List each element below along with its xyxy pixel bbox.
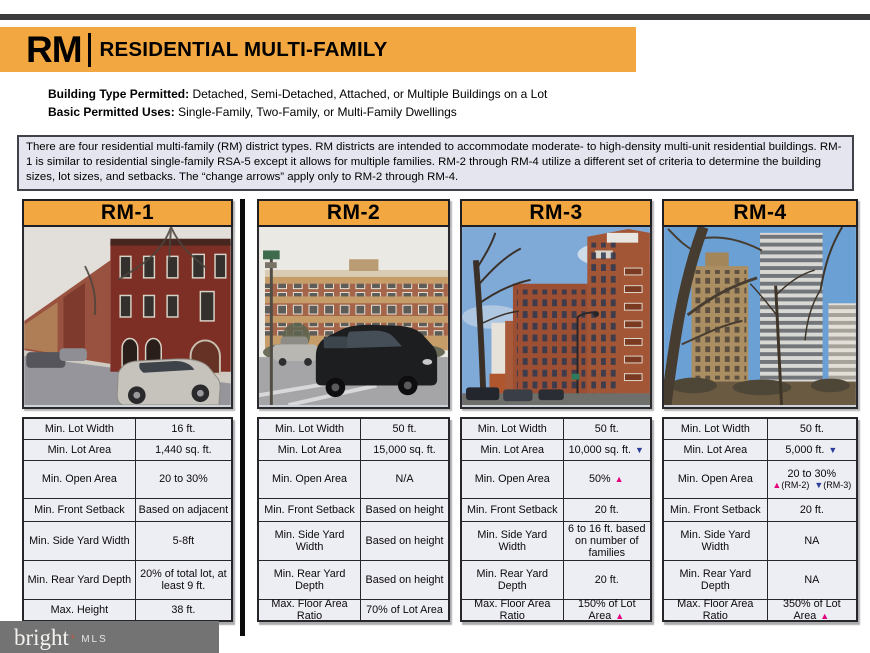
spec-label: Min. Lot Width	[24, 419, 136, 439]
table-row	[24, 499, 231, 522]
table-row	[664, 461, 856, 499]
spec-value: 1,440 sq. ft.	[155, 443, 212, 456]
rm-2-photo	[257, 227, 450, 409]
change-arrow-down-icon: ▼	[828, 444, 838, 455]
table-row	[24, 561, 231, 600]
change-arrow-note: ▲(RM-2) ▼(RM-3)	[772, 480, 852, 491]
change-arrow-up-icon: ▲	[614, 474, 624, 485]
table-row	[462, 561, 650, 600]
table-row	[24, 522, 231, 561]
basic-uses-value: Single-Family, Two-Family, or Multi-Family Dwellings	[178, 105, 457, 119]
spec-label: Min. Side Yard Width	[462, 522, 564, 560]
district-code: RM	[26, 29, 82, 70]
spec-value: 20 ft.	[799, 503, 824, 516]
rm1-separator-bar	[240, 199, 245, 636]
spec-value: 20 to 30%	[159, 473, 208, 486]
building-type-label: Building Type Permitted:	[48, 87, 190, 101]
spec-label: Min. Rear Yard Depth	[664, 561, 768, 599]
district-title-rm-1: RM-1	[22, 199, 233, 227]
table-row	[259, 440, 448, 461]
spec-label: Min. Lot Area	[462, 440, 564, 460]
spec-label: Max. Floor Area Ratio	[462, 600, 564, 620]
spec-value: 350% of Lot Area ▲	[783, 597, 841, 622]
basic-uses-label: Basic Permitted Uses:	[48, 105, 175, 119]
spec-label: Min. Lot Width	[664, 419, 768, 439]
district-column-rm-2	[257, 199, 450, 622]
spec-label: Max. Floor Area Ratio	[664, 600, 768, 620]
district-title-rm-2: RM-2	[257, 199, 450, 227]
table-row	[259, 597, 448, 622]
spec-value: 6 to 16 ft. based on number of families	[568, 522, 646, 560]
table-row	[259, 419, 448, 440]
rm-4-spec-table	[662, 417, 858, 622]
spec-label: Min. Lot Area	[24, 440, 136, 460]
spec-value: NA	[804, 534, 820, 547]
district-column-rm-3	[460, 199, 652, 622]
table-row	[259, 522, 448, 561]
table-row	[24, 600, 231, 620]
spec-value: 20% of total lot, at least 9 ft.	[140, 567, 227, 592]
spec-label: Min. Side Yard Width	[664, 522, 768, 560]
spec-value: N/A	[395, 473, 414, 486]
spec-label: Min. Lot Area	[664, 440, 768, 460]
table-row	[462, 461, 650, 499]
intro-paragraph: There are four residential multi-family (RM) district types. RM districts are intended to accommodate moderate- to high-density multi-unit residential buildings. RM-1 is similar to residential single-family RSA-5 except it allows for multiple families. RM-2 through RM-4 utilize a different set of criteria to determine the building sizes, lot sizes, and setbacks. The “change arrows” apply only to RM-2 through RM-4.	[17, 135, 854, 191]
spec-label: Min. Rear Yard Depth	[462, 561, 564, 599]
rm-1-photo	[22, 227, 233, 409]
table-row	[664, 561, 856, 600]
highrise-brick-towers-illustration	[462, 227, 650, 405]
rowhouse-street-illustration	[24, 227, 231, 405]
change-arrow-up-icon: ▲	[820, 611, 830, 621]
rm-3-spec-table	[460, 417, 652, 622]
rm-3-photo	[460, 227, 652, 409]
district-column-rm-4	[662, 199, 858, 622]
bright-mls-logo	[0, 621, 219, 653]
change-arrow-down-icon: ▼	[814, 480, 824, 491]
spec-label: Min. Open Area	[259, 461, 361, 498]
banner-divider	[88, 33, 91, 67]
spec-label: Min. Rear Yard Depth	[24, 561, 136, 599]
district-column-rm-1	[22, 199, 233, 622]
table-row	[259, 561, 448, 600]
midrise-apartment-illustration	[259, 227, 448, 405]
table-row	[462, 440, 650, 461]
spec-value: 50% ▲	[588, 473, 624, 486]
spec-value: Based on height	[365, 534, 444, 547]
spec-value: 5,000 ft. ▼	[785, 443, 838, 456]
page-title: RESIDENTIAL MULTI-FAMILY	[99, 37, 388, 61]
spec-label: Min. Side Yard Width	[259, 522, 361, 560]
spec-value: Based on adjacent	[138, 503, 229, 516]
spec-value: 20 ft.	[594, 573, 619, 586]
spec-value: Based on height	[365, 503, 444, 516]
spec-value: 16 ft.	[171, 422, 196, 435]
district-title-rm-4: RM-4	[662, 199, 858, 227]
table-row	[664, 499, 856, 522]
spec-value: Based on height	[365, 573, 444, 586]
rm-4-photo	[662, 227, 858, 409]
spec-value: 5-8ft	[172, 534, 195, 547]
spec-value: 50 ft.	[799, 422, 824, 435]
spec-label: Min. Side Yard Width	[24, 522, 136, 560]
table-row	[664, 597, 856, 622]
table-row	[462, 499, 650, 522]
spec-label: Min. Open Area	[24, 461, 136, 498]
spec-value: 38 ft.	[171, 603, 196, 616]
spec-label: Min. Lot Width	[259, 419, 361, 439]
table-row	[24, 461, 231, 499]
spec-label: Min. Front Setback	[462, 499, 564, 521]
spec-value: 150% of Lot Area ▲	[577, 597, 636, 622]
logo-trademark-icon: +	[69, 632, 76, 642]
table-row	[664, 522, 856, 561]
change-arrow-up-icon: ▲	[772, 480, 782, 491]
spec-value: 20 ft.	[594, 503, 619, 516]
spec-value: 50 ft.	[392, 422, 417, 435]
change-arrow-down-icon: ▼	[635, 444, 644, 455]
change-arrow-up-icon: ▲	[615, 611, 625, 621]
spec-value: 10,000 sq. ft. ▼	[568, 443, 644, 456]
district-title-rm-3: RM-3	[460, 199, 652, 227]
spec-value: 70% of Lot Area	[366, 603, 443, 616]
rm-1-spec-table	[22, 417, 233, 622]
table-row	[462, 419, 650, 440]
table-row	[259, 461, 448, 499]
spec-label: Min. Front Setback	[259, 499, 361, 521]
top-rule-bar	[0, 14, 870, 20]
spec-label: Min. Front Setback	[24, 499, 136, 521]
logo-brand-text: bright	[14, 624, 69, 650]
table-row	[24, 419, 231, 440]
rm-2-spec-table	[257, 417, 450, 622]
table-row	[664, 419, 856, 440]
logo-suffix-text: MLS	[81, 633, 108, 645]
spec-value: NA	[804, 573, 820, 586]
spec-label: Min. Front Setback	[664, 499, 768, 521]
spec-value: 50 ft.	[594, 422, 619, 435]
spec-value: 15,000 sq. ft.	[373, 443, 436, 456]
table-row	[462, 597, 650, 622]
table-row	[259, 499, 448, 522]
building-type-line	[48, 87, 547, 101]
spec-label: Min. Open Area	[664, 461, 768, 498]
table-row	[664, 440, 856, 461]
spec-label: Max. Floor Area Ratio	[259, 600, 361, 620]
basic-uses-line	[48, 105, 457, 119]
table-row	[462, 522, 650, 561]
table-row	[24, 440, 231, 461]
highrise-towers-park-illustration	[664, 227, 856, 405]
spec-label: Min. Open Area	[462, 461, 564, 498]
spec-label: Min. Lot Area	[259, 440, 361, 460]
building-type-value: Detached, Semi-Detached, Attached, or Multiple Buildings on a Lot	[192, 87, 548, 101]
spec-label: Min. Lot Width	[462, 419, 564, 439]
spec-label: Min. Rear Yard Depth	[259, 561, 361, 599]
spec-value: 20 to 30% ▲(RM-2) ▼(RM-3)	[772, 468, 852, 491]
district-banner	[0, 27, 636, 72]
spec-label: Max. Height	[24, 600, 136, 620]
